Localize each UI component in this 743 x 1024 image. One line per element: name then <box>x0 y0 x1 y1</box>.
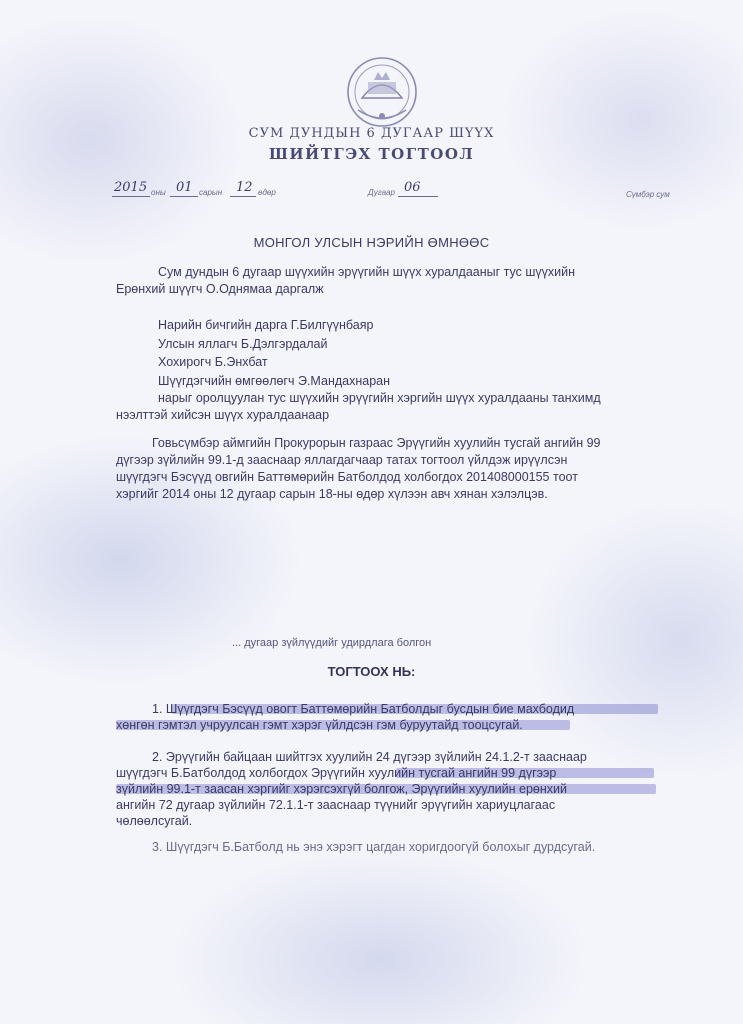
number-value: 06 <box>404 180 421 195</box>
year-label: оны <box>151 188 166 197</box>
document-type-title: ШИЙТГЭХ ТОГТООЛ <box>268 145 475 163</box>
decision-item-1-line-1: 1. Шүүгдэгч Бэсүүд овогт Баттөмөрийн Батболдыг бусдын бие махбодид <box>152 702 575 716</box>
participant-victim: Хохирогч Б.Энхбат <box>158 355 268 369</box>
place-label: Сүмбэр сум <box>626 190 670 199</box>
participants-tail-line-2: нээлттэй хийсэн шүүх хуралдаанаар <box>116 408 330 422</box>
month-value: 01 <box>176 180 193 195</box>
decision-item-3-line-1: 3. Шүүгдэгч Б.Батболд нь энэ хэрэгт цагдан хоригдоогүй болохыг дурдсугай. <box>152 840 596 854</box>
day-value: 12 <box>236 180 253 195</box>
number-label: Дугаар <box>368 188 395 197</box>
participants-tail-line-1: нарыг оролцуулан тус шүүхийн эрүүгийн хэргийн шүүх хуралдааны танхимд <box>158 391 601 405</box>
decision-item-2-line-2: шүүгдэгч Б.Батболдод холбогдох Эрүүгийн хуулийн тусгай ангийн 99 дүгээр <box>116 766 557 780</box>
month-label: сарын <box>199 188 223 197</box>
intro-line-2: Ерөнхий шүүгч О.Однямаа даргалж <box>116 282 324 296</box>
court-name: СУМ ДУНДЫН 6 ДУГААР ШҮҮХ <box>248 126 495 141</box>
day-label: өдөр <box>258 188 276 197</box>
decision-item-1-line-2: хөнгөн гэмтэл учруулсан гэмт хэрэг үйлдсэн гэм буруутайд тооцсугай. <box>116 718 523 732</box>
decision-item-2-line-1: 2. Эрүүгийн байцаан шийтгэх хуулийн 24 дүгээр зүйлийн 24.1.2-т зааснаар <box>152 750 587 764</box>
case-line-4: хэргийг 2014 оны 12 дугаар сарын 18-ны өдөр хүлээн авч хянан хэлэлцэв. <box>116 487 548 501</box>
state-emblem-icon <box>340 52 424 132</box>
case-line-3: шүүгдэгч Бэсүүд овгийн Баттөмөрийн Батболдод холбогдох 201408000155 тоот <box>116 470 578 484</box>
participant-secretary: Нарийн бичгийн дарга Г.Билгүүнбаяр <box>158 318 374 332</box>
decision-item-2-line-3: зүйлийн 99.1-т заасан хэргийг хэрэгсэхгүй болгож, Эрүүгийн хуулийн ерөнхий <box>116 782 567 796</box>
case-line-2: дүгээр зүйлийн 99.1-д зааснаар яллагдагчаар татах тогтоол үйлдэж ирүүлсэн <box>116 453 568 467</box>
participant-defender: Шүүгдэгчийн өмгөөлөгч Э.Мандахнаран <box>158 374 391 388</box>
year-value: 2015 <box>114 180 148 195</box>
participant-prosecutor: Улсын яллагч Б.Дэлгэрдалай <box>158 337 328 351</box>
decision-item-2-line-4: ангийн 72 дугаар зүйлийн 72.1.1-т зааснаар түүнийг эрүүгийн хариуцлагаас <box>116 798 556 812</box>
decision-heading: ТОГТООХ НЬ: <box>327 664 416 679</box>
decision-item-2-line-5: чөлөөлсугай. <box>116 814 193 828</box>
document-heading: МОНГОЛ УЛСЫН НЭРИЙН ӨМНӨӨС <box>253 235 490 250</box>
cutoff-line: ... дугаар зүйлүүдийг удирдлага болгон <box>232 637 432 649</box>
intro-line-1: Сум дундын 6 дугаар шүүхийн эрүүгийн шүүх хуралдааныг тус шүүхийн <box>158 265 576 279</box>
case-line-1: Говьсүмбэр аймгийн Прокурорын газраас Эрүүгийн хуулийн тусгай ангийн 99 <box>152 436 601 450</box>
